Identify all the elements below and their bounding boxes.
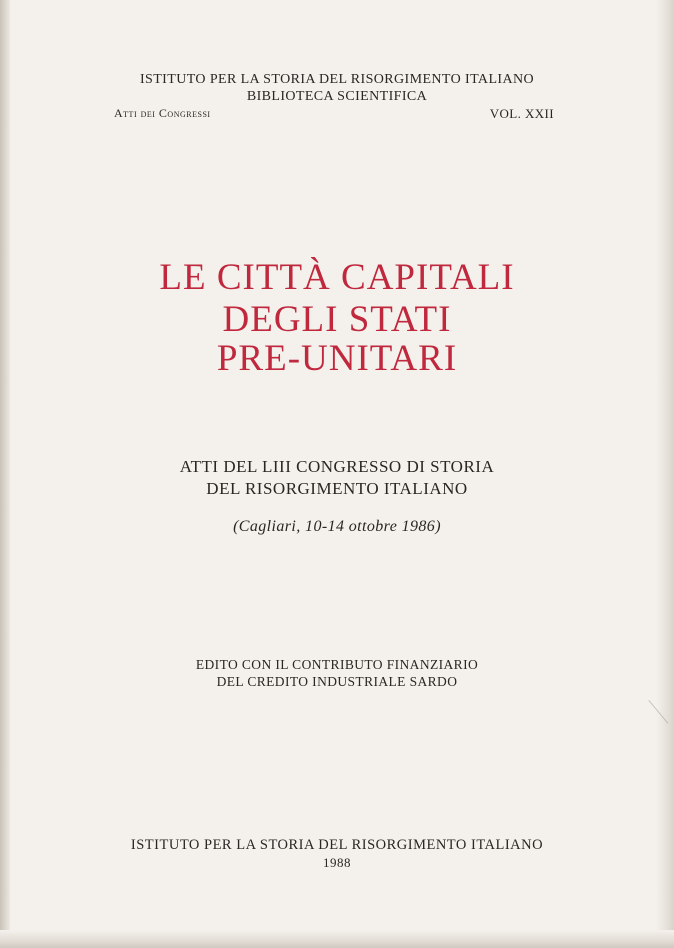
title-line-1: LE CITTÀ CAPITALI	[159, 257, 515, 298]
contribution-line-1: EDITO CON IL CONTRIBUTO FINANZIARIO	[195, 657, 479, 672]
cover-bottom-edge	[0, 930, 674, 948]
title-line-3: PRE-UNITARI	[216, 338, 458, 379]
title-line-2: DEGLI STATI	[222, 299, 452, 340]
footer-publisher: ISTITUTO PER LA STORIA DEL RISORGIMENTO ITALIANO	[130, 837, 544, 853]
contribution-line-2: DEL CREDITO INDUSTRIALE SARDO	[216, 674, 458, 689]
congress-dates: (Cagliari, 10-14 ottobre 1986)	[233, 518, 441, 535]
subtitle-line-1: ATTI DEL LIII CONGRESSO DI STORIA	[179, 457, 495, 476]
series-label: Atti dei Congressi	[114, 106, 211, 120]
footer-year: 1988	[323, 855, 351, 870]
subtitle-line-2: DEL RISORGIMENTO ITALIANO	[206, 479, 468, 498]
volume-label: VOL. XXII	[489, 106, 554, 121]
header-library: BIBLIOTECA SCIENTIFICA	[246, 89, 428, 104]
header-institute: ISTITUTO PER LA STORIA DEL RISORGIMENTO ITALIANO	[139, 72, 534, 87]
